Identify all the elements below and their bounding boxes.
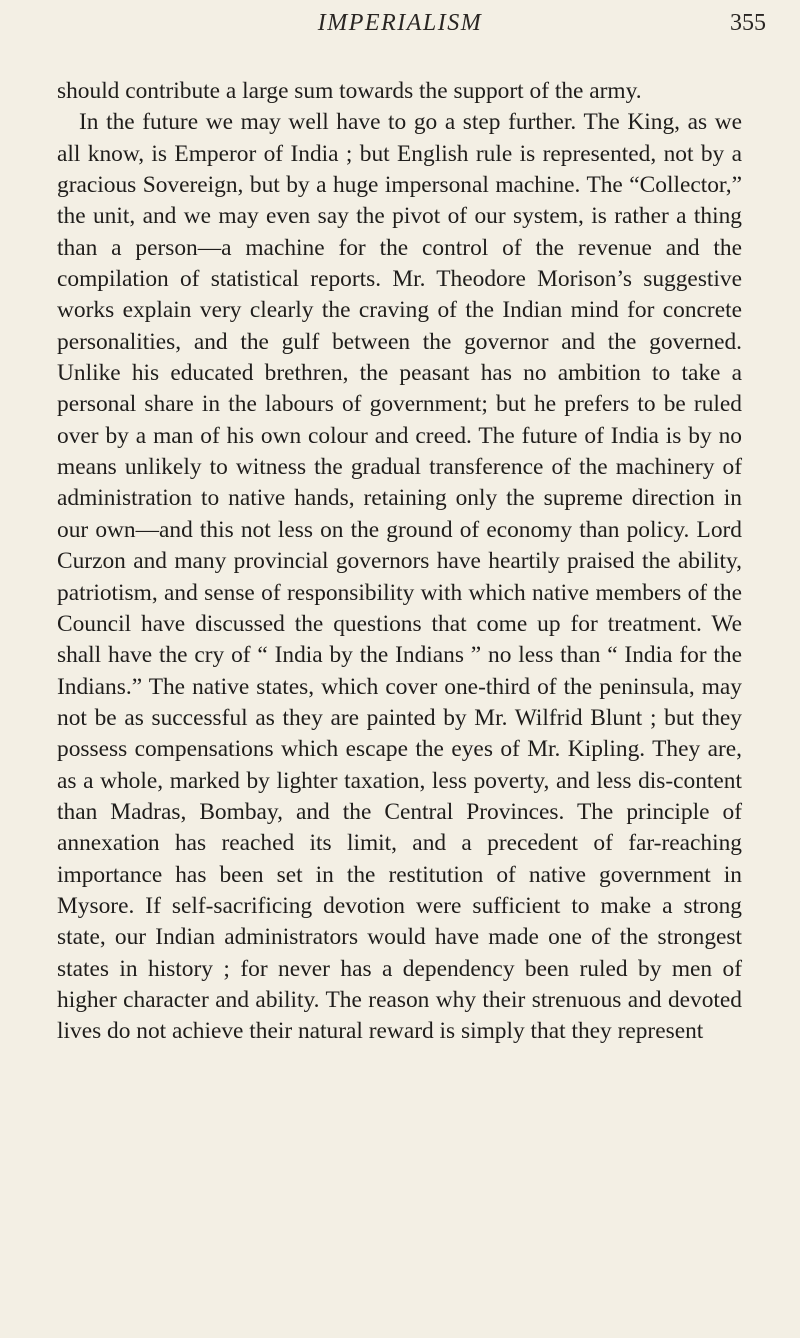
body-text bbox=[57, 76, 742, 1048]
running-title: IMPERIALISM bbox=[317, 10, 483, 36]
paragraph-continued: should contribute a large sum towards the support of the army. bbox=[57, 78, 642, 104]
paragraph: In the future we may well have to go a step further. The King, as we all know, is Emperor of India ; but English rule is represented, not by a gracious Sovereign, but by a huge impersonal machine. The “Collector,” the unit, and we may even say the pivot of our system, is rather a thing than a person—a machine for the control of the revenue and the compilation of statistical reports. Mr. Theodore Morison’s suggestive works explain very clearly the craving of the Indian mind for concrete personalities, and the gulf between the governor and the governed. Unlike his educated brethren, the peasant has no ambition to take a personal share in the labours of government; but he prefers to be ruled over by a man of his own colour and creed. The future of India is by no means unlikely to witness the gradual transference of the machinery of administration to native hands, retaining only the supreme direction in our own—and this not less on the ground of economy than policy. Lord Curzon and many provincial governors have heartily praised the ability, patriotism, and sense of responsibility with which native members of the Council have discussed the questions that come up for treatment. We shall have the cry of “ India by the Indians ” no less than “ India for the Indians.” The native states, which cover one-third of the peninsula, may not be as successful as they are painted by Mr. Wilfrid Blunt ; but they possess compensations which escape the eyes of Mr. Kipling. They are, as a whole, marked by lighter taxation, less poverty, and less dis-content than Madras, Bombay, and the Central Provinces. The principle of annexation has reached its limit, and a precedent of far-reaching importance has been set in the restitution of native government in Mysore. If self-sacrificing devotion were sufficient to make a strong state, our Indian administrators would have made one of the strongest states in history ; for never has a dependency been ruled by men of higher character and ability. The reason why their strenuous and devoted lives do not achieve their natural reward is simply that they represent bbox=[57, 109, 742, 1045]
page-number: 355 bbox=[730, 10, 766, 36]
running-head bbox=[0, 10, 800, 50]
